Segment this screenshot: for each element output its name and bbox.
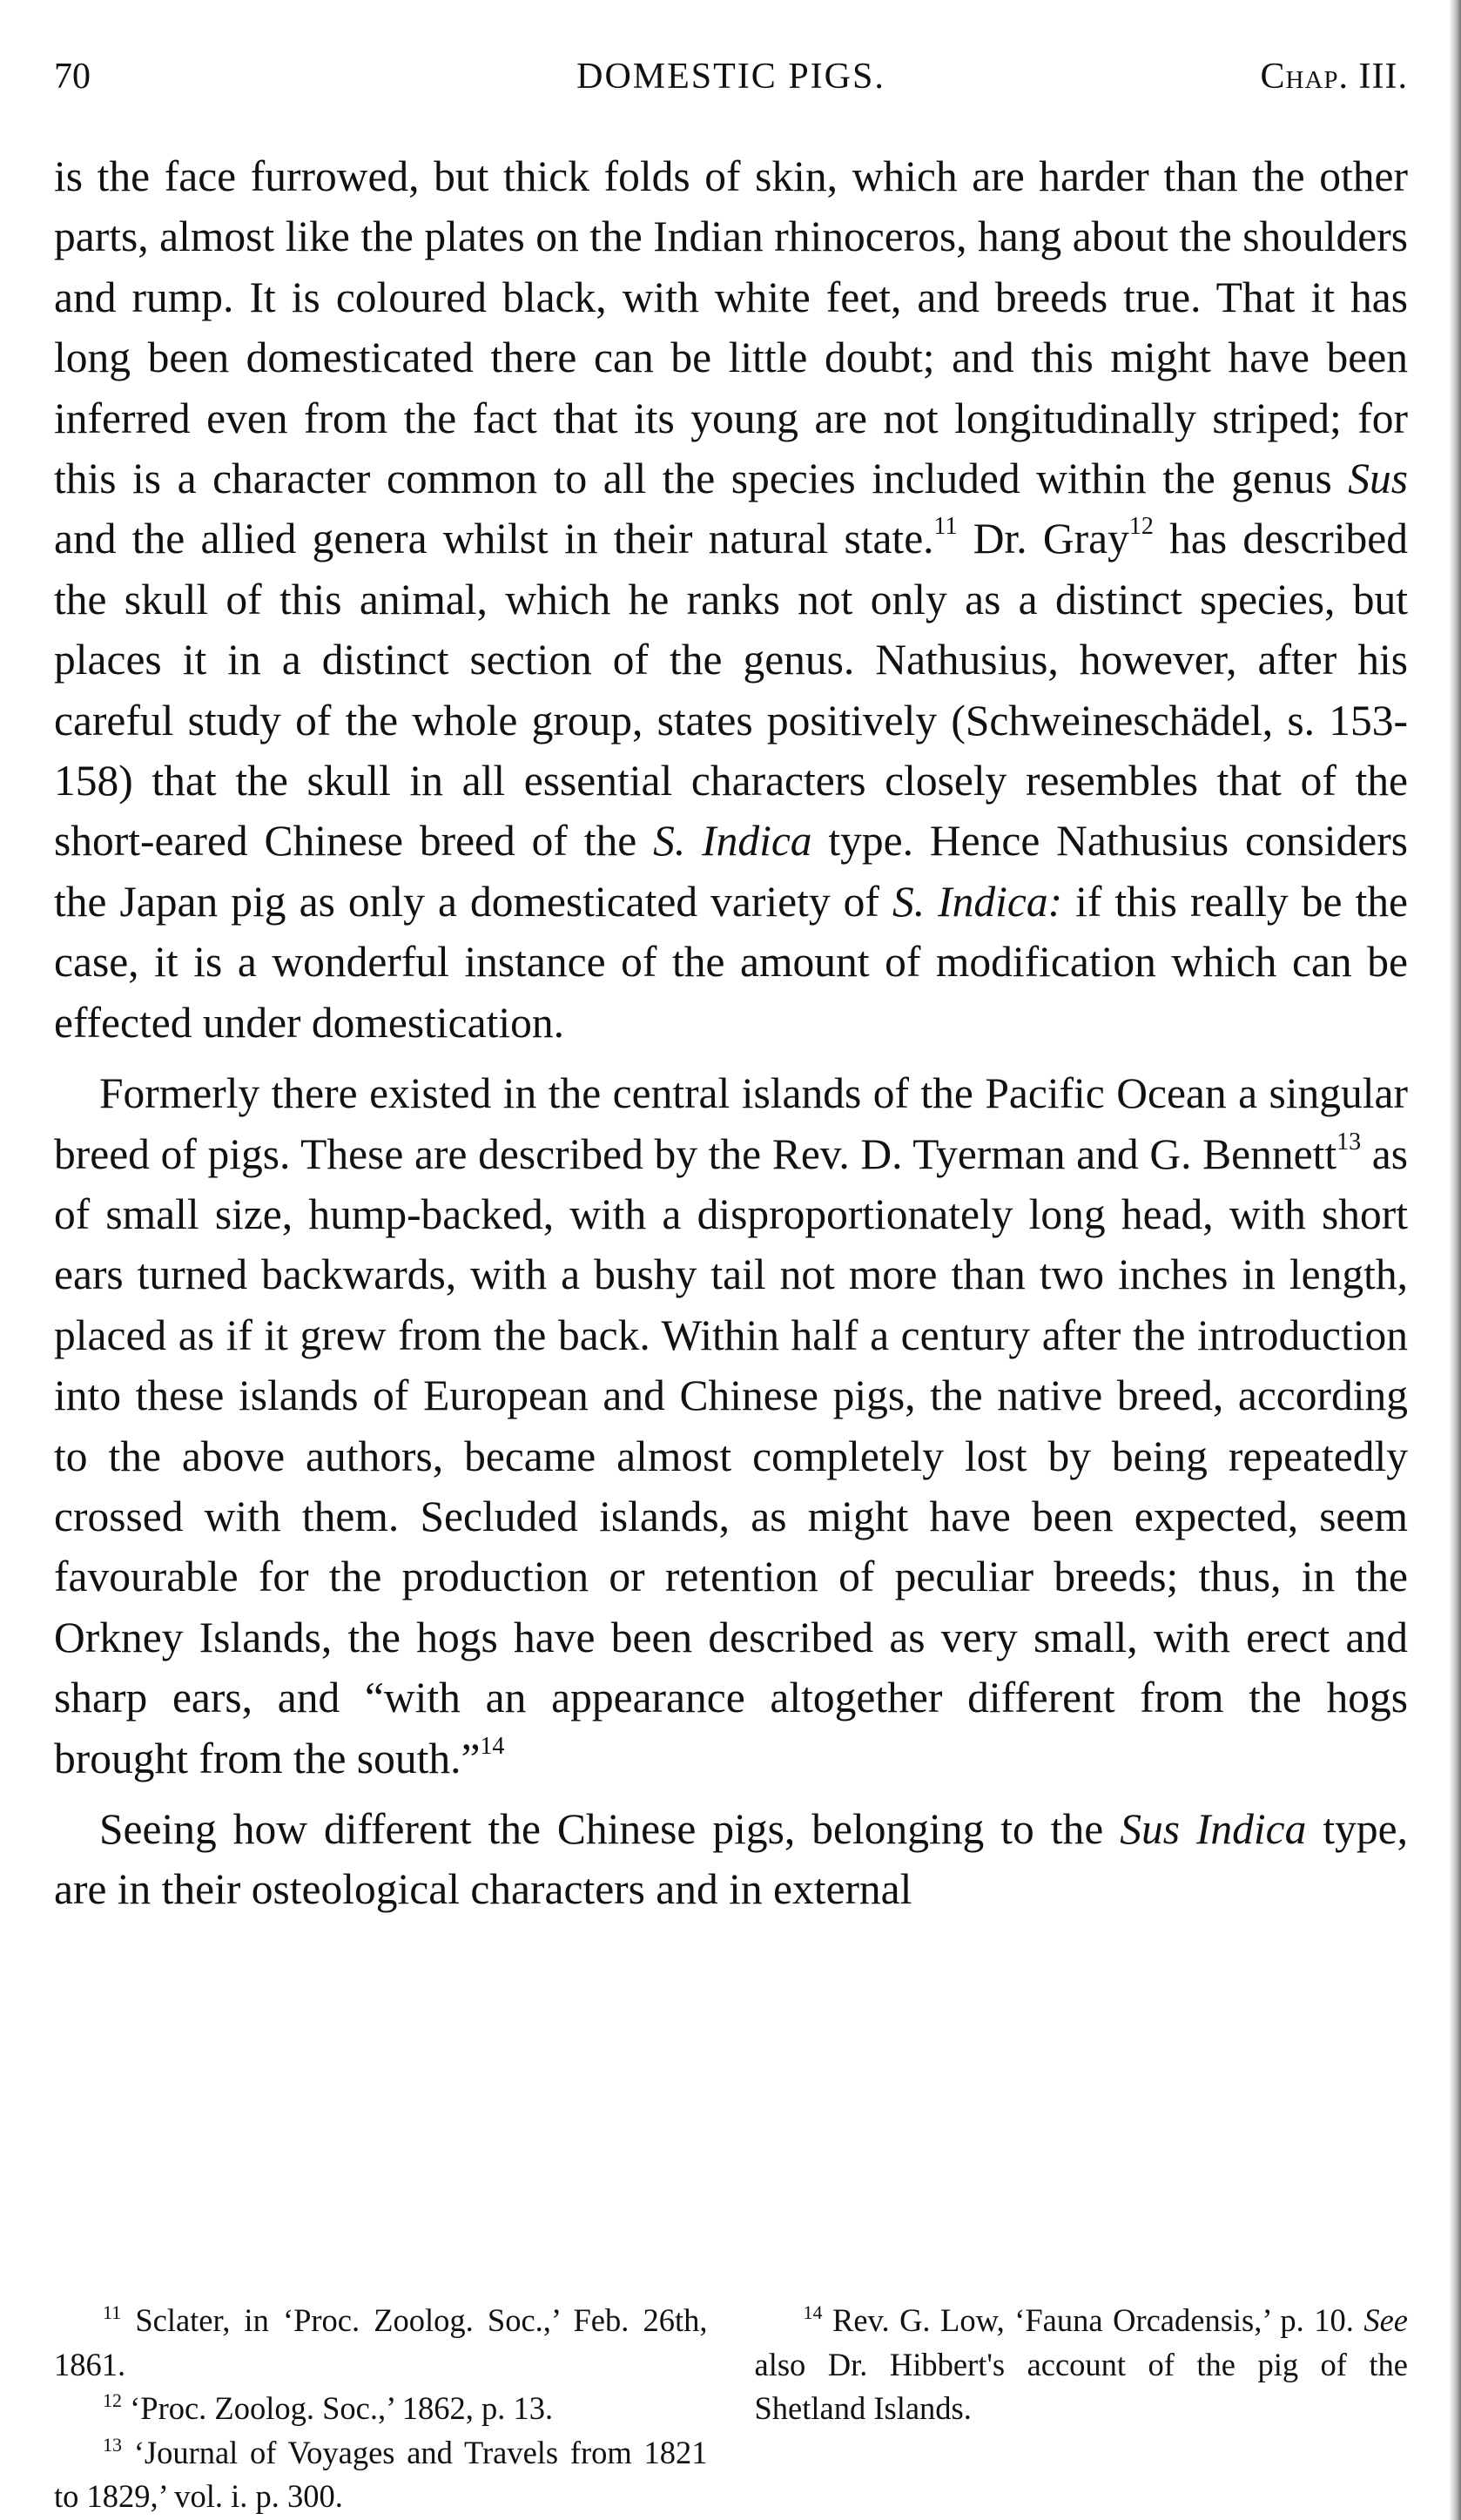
text-run: is the face furrowed, but thick folds of skin, which are harder than the other parts, almost like the plates on the Indian rhinoceros, hang about the shoulders and rump. It is coloured black, with white feet, and breeds true. That it has long been domesticated there can be little doubt; and this might have been inferred even from the fact that its young are not longitudinally striped; for this is a character common to all the species included within the genus	[54, 152, 1408, 503]
footnote-ref-13: 13	[1336, 1128, 1362, 1156]
footnote-14	[755, 2299, 1409, 2431]
footnote-ref-11: 11	[933, 513, 958, 541]
page-edge-shadow	[1449, 0, 1461, 2520]
footnote-mark: 13	[103, 2433, 122, 2456]
paragraph-1	[54, 146, 1408, 1053]
main-text	[54, 146, 1408, 1920]
text-run: if this really be the case, it is a wonderful instance of the amount of modification which can be effected under domestication.	[54, 877, 1408, 1047]
text-run: as of small size, hump-backed, with a disproportionately long head, with short ears turned backwards, with a bushy tail not more than two inches in length, placed as if it grew from the back. Within half a century after the introduction into these islands of European and Chinese pigs, the native breed, according to the above authors, became almost completely lost by being repeatedly crossed with them. Secluded islands, as might have been expected, seem favourable for the production or retention of peculiar breeds; thus, in the Orkney Islands, the hogs have been described as very small, with erect and sharp ears, and “with an appearance altogether different from the hogs brought from the south.”	[54, 1129, 1409, 1782]
text-run: Seeing how different the Chinese pigs, belonging to the	[99, 1804, 1121, 1853]
text-run: and the allied genera whilst in their natural state.	[54, 515, 934, 563]
italic-run: See	[1363, 2302, 1408, 2338]
footnotes	[54, 2299, 1408, 2519]
text-run: Dr. Gray	[957, 515, 1129, 563]
footnote-text: Sclater, in ‘Proc. Zoolog. Soc.,’ Feb. 26th, 1861.	[54, 2302, 708, 2382]
page-number: 70	[54, 57, 91, 97]
running-header	[54, 51, 1408, 103]
footnote-ref-14: 14	[480, 1732, 505, 1760]
footnote-mark: 11	[103, 2301, 122, 2323]
italic-run: S. Indica:	[892, 877, 1063, 926]
footnote-13	[54, 2431, 708, 2519]
text-run: Formerly there existed in the central islands of the Pacific Ocean a singular breed of pigs. These are described by the Rev. D. Tyerman and G. Bennett	[54, 1069, 1408, 1178]
footnote-12	[54, 2387, 708, 2431]
footnote-text: also Dr. Hibbert's account of the pig of the Shetland Islands.	[754, 2346, 1408, 2426]
text-run: type. Hence Nathusius considers the Japan pig as only a domesticated variety of	[54, 817, 1408, 926]
paragraph-3	[54, 1799, 1408, 1920]
footnote-ref-12: 12	[1128, 513, 1154, 541]
footnote-mark: 14	[803, 2301, 823, 2323]
footnote-text: ‘Proc. Zoolog. Soc.,’ 1862, p. 13.	[130, 2390, 554, 2426]
footnote-11	[54, 2299, 708, 2387]
running-title: DOMESTIC PIGS.	[576, 57, 885, 97]
footnote-text: ‘Journal of Voyages and Travels from 1821 to 1829,’ vol. i. p. 300.	[54, 2434, 708, 2514]
italic-run: Sus	[1348, 455, 1408, 503]
italic-run: S. Indica	[653, 817, 812, 866]
footnote-mark: 12	[103, 2389, 122, 2411]
footnote-text: Rev. G. Low, ‘Fauna Orcadensis,’ p. 10.	[832, 2302, 1364, 2338]
text-run: type, are in their osteological characters and in external	[54, 1804, 1408, 1914]
italic-run: Sus Indica	[1120, 1804, 1307, 1853]
text-run: has described the skull of this animal, which he ranks not only as a distinct species, but places it in a distinct section of the genus. Nathusius, however, after his careful study of the whole group, states positively (Schweineschädel, s. 153-158) that the skull in all essential characters closely resembles that of the short-eared Chinese breed of the	[54, 515, 1408, 866]
paragraph-2	[54, 1063, 1408, 1789]
chapter-label: Chap. III.	[1260, 57, 1408, 97]
